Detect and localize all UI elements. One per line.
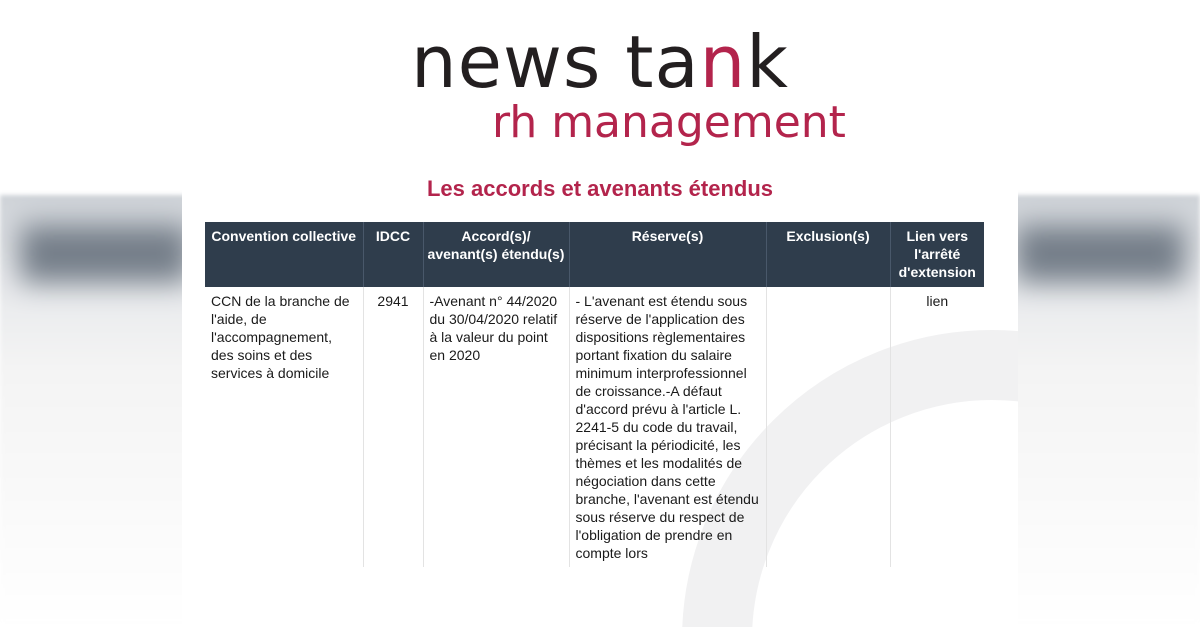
cell-accord: -Avenant n° 44/2020 du 30/04/2020 relatif à la valeur du point en 2020 (423, 287, 569, 567)
table-header-row (205, 222, 984, 287)
cell-idcc: 2941 (363, 287, 423, 567)
header-convention: Convention collective (205, 222, 363, 287)
logo-wordmark (411, 22, 789, 102)
header-exclusions: Exclusion(s) (766, 222, 890, 287)
cell-exclusion (766, 287, 890, 567)
logo-subtitle: rh management (492, 97, 846, 148)
header-lien: Lien vers l'arrêté d'extension (890, 222, 984, 287)
table-row (205, 287, 984, 567)
cell-convention: CCN de la branche de l'aide, de l'accompagnement, des soins et des services à domicile (205, 287, 363, 567)
header-reserves: Réserve(s) (569, 222, 766, 287)
page-title: Les accords et avenants étendus (426, 176, 774, 201)
backdrop-band-right (1015, 225, 1185, 283)
cell-reserve: - L'avenant est étendu sous réserve de l'application des dispositions règlementaires portant fixation du salaire minimum interprofessionnel de croissance.-A défaut d'accord prévu à l'article L. 2241-5 du code du travail, précisant la périodicité, les thèmes et les modalités de négociation dans cette branche, l'avenant est étendu sous réserve du respect de l'obligation de prendre en compte lors (569, 287, 766, 567)
cell-lien-link[interactable]: lien (926, 293, 949, 309)
header-accords: Accord(s)/ avenant(s) étendu(s) (423, 222, 569, 287)
header-idcc: IDCC (363, 222, 423, 287)
logo-wordmark-part: news ta (411, 20, 700, 104)
logo-wordmark-part: k (746, 20, 789, 104)
news-tank-logo (182, 20, 1018, 148)
backdrop-band-left (20, 225, 190, 283)
logo-wordmark-accent: n (699, 20, 747, 104)
document-page (182, 0, 1018, 627)
accords-table (205, 222, 984, 567)
